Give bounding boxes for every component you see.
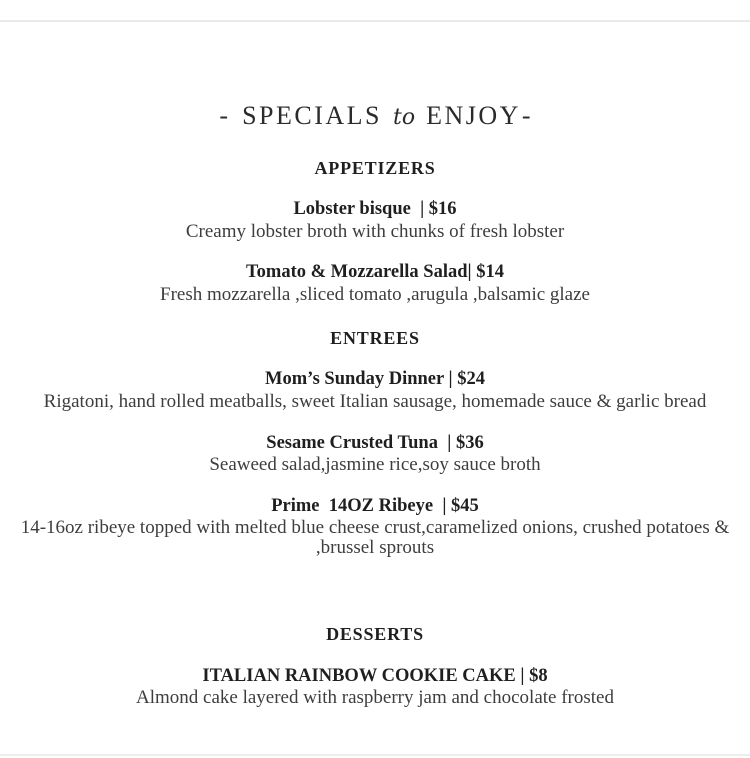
item-name: Tomato & Mozzarella Salad [246,262,468,283]
item-title [0,369,750,390]
item-title [0,433,750,454]
item-separator: | [410,199,429,220]
section-title-desserts: DESSERTS [326,623,424,644]
menu-item-sesame-crusted-tuna [0,433,750,475]
section-desserts [0,666,750,708]
section-appetizers [0,199,750,304]
section-title-appetizers: APPETIZERS [314,157,436,178]
item-price: $8 [529,665,548,686]
item-description: Almond cake layered with raspberry jam and chocolate frosted [136,686,614,708]
title-dash-left: - [219,101,229,130]
item-title [0,262,750,283]
title-word-enjoy: ENJOY [426,101,521,130]
section-entrees [0,369,750,558]
menu-item-prime-ribeye [0,496,750,558]
bottom-divider [0,754,750,756]
item-separator: | [467,262,477,283]
item-description: Seaweed salad,jasmine rice,soy sauce broth [209,453,541,475]
section-title-entrees: ENTREES [330,327,420,348]
item-title [0,199,750,220]
menu-item-lobster-bisque [0,199,750,241]
item-description: Fresh mozzarella ,sliced tomato ,arugula ,balsamic glaze [160,283,590,305]
item-price: $24 [457,369,485,390]
title-script-word: to [392,105,416,130]
item-separator: | [437,432,456,453]
item-name: ITALIAN RAINBOW COOKIE CAKE [202,665,516,686]
item-title [0,496,750,517]
item-description: Creamy lobster broth with chunks of fresh lobster [185,220,565,242]
item-price: $36 [455,432,484,453]
menu-item-italian-rainbow-cookie-cake [0,666,750,708]
menu-item-tomato-mozzarella-salad [0,262,750,304]
title-dash-right: - [521,101,531,130]
item-price: $16 [428,199,457,220]
menu-item-moms-sunday-dinner [0,369,750,411]
title-word-specials: SPECIALS [242,101,382,130]
item-separator: | [515,665,530,686]
item-separator: | [433,495,452,516]
item-description: Rigatoni, hand rolled meatballs, sweet Italian sausage, homemade sauce & garlic bread [43,390,707,412]
page-title [0,0,750,131]
item-name: Lobster bisque [293,199,411,220]
item-description: 14-16oz ribeye topped with melted blue cheese crust,caramelized onions, crushed potatoes & ,brussel sprouts [20,517,730,558]
item-name: Sesame Crusted Tuna [266,432,438,453]
item-title [0,666,750,687]
item-price: $45 [451,495,479,516]
item-name: Prime 14OZ Ribeye [271,495,434,516]
item-separator: | [443,369,458,390]
item-price: $14 [476,262,504,283]
item-name: Mom’s Sunday Dinner [265,369,444,390]
